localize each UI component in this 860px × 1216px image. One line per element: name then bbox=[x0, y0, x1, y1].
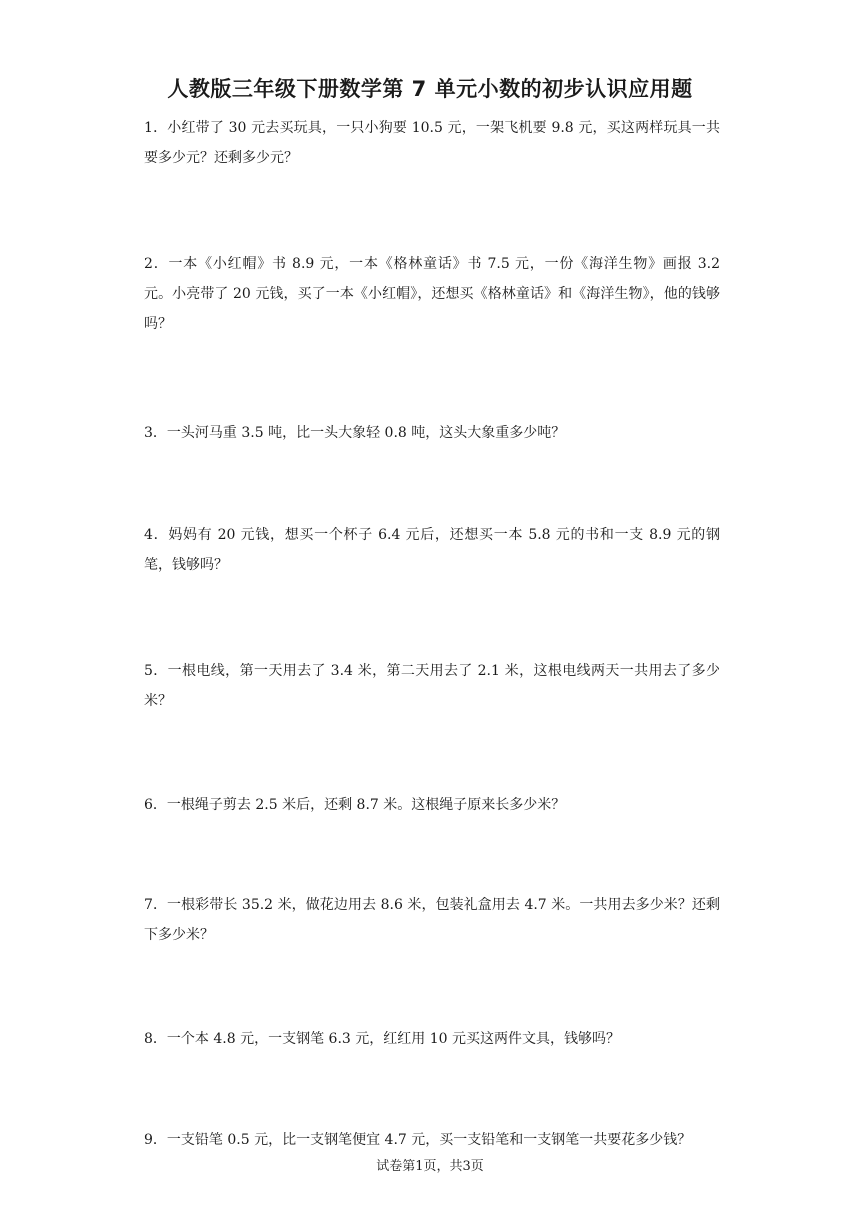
question-number: 7． bbox=[144, 897, 168, 913]
question-text: 一本《小红帽》书 8.9 元，一本《格林童话》书 7.5 元，一份《海洋生物》画报 3.2 元。小亮带了 20 元钱，买了一本《小红帽》，还想买《格林童话》和《海洋生物》，他的钱够吗？ bbox=[144, 256, 720, 332]
question-text: 妈妈有 20 元钱，想买一个杯子 6.4 元后，还想买一本 5.8 元的书和一支 8.9 元的钢笔，钱够吗？ bbox=[144, 527, 720, 573]
page-footer: 试卷第1页，共3页 bbox=[376, 1159, 484, 1174]
question-text: 一根电线，第一天用去了 3.4 米，第二天用去了 2.1 米，这根电线两天一共用去了多少米？ bbox=[144, 663, 720, 709]
question-number: 9． bbox=[144, 1132, 167, 1148]
question-3 bbox=[144, 418, 720, 448]
question-text: 一根彩带长 35.2 米，做花边用去 8.6 米，包装礼盒用去 4.7 米。一共用去多少米？还剩下多少米？ bbox=[144, 897, 720, 943]
question-number: 5． bbox=[144, 663, 168, 679]
question-number: 6． bbox=[144, 797, 167, 813]
question-number: 8． bbox=[144, 1031, 167, 1047]
question-number: 2． bbox=[144, 256, 169, 272]
question-number: 4． bbox=[144, 527, 169, 543]
question-5 bbox=[144, 656, 720, 716]
question-text: 一根绳子剪去 2.5 米后，还剩 8.7 米。这根绳子原来长多少米？ bbox=[166, 797, 566, 813]
page-title: 人教版三年级下册数学第 7 单元小数的初步认识应用题 bbox=[167, 77, 693, 101]
question-8 bbox=[144, 1024, 720, 1054]
question-6 bbox=[144, 790, 720, 820]
question-number: 1． bbox=[144, 120, 168, 136]
question-text: 小红带了 30 元去买玩具，一只小狗要 10.5 元，一架飞机要 9.8 元，买这两样玩具一共要多少元？还剩多少元？ bbox=[144, 120, 720, 166]
question-1 bbox=[144, 113, 720, 173]
question-2 bbox=[144, 249, 720, 339]
question-text: 一头河马重 3.5 吨，比一头大象轻 0.8 吨，这头大象重多少吨？ bbox=[166, 425, 566, 441]
question-text: 一支铅笔 0.5 元，比一支钢笔便宜 4.7 元，买一支铅笔和一支钢笔一共要花多少钱？ bbox=[166, 1132, 692, 1148]
question-number: 3． bbox=[144, 425, 167, 441]
question-text: 一个本 4.8 元，一支钢笔 6.3 元，红红用 10 元买这两件文具，钱够吗？ bbox=[166, 1031, 620, 1047]
question-4 bbox=[144, 520, 720, 580]
question-7 bbox=[144, 890, 720, 950]
question-9 bbox=[144, 1125, 720, 1155]
